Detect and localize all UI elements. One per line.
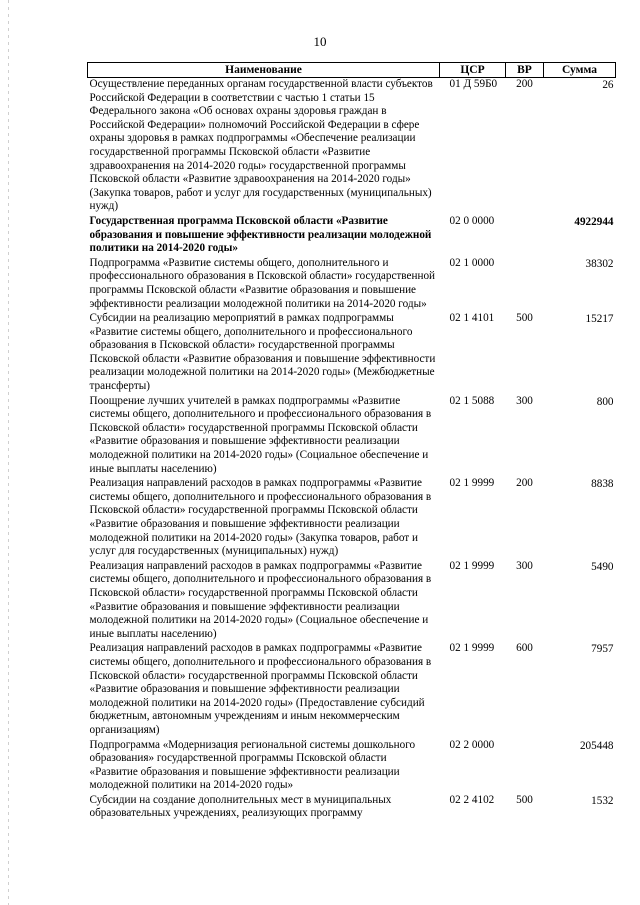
row-vr: 300: [516, 559, 533, 572]
row-csr: 02 2 0000: [449, 738, 495, 751]
table-row: [88, 560, 616, 643]
row-vr: 300: [516, 394, 533, 407]
row-name: Государственная программа Псковской области «Развитие образования и повышение эффективности реализации молодежной политики на 2014-2020 годы»: [89, 214, 432, 255]
row-name: Реализация направлений расходов в рамках подпрограммы «Развитие системы общего, дополнительного и профессионального образования в Псковской области» государственной программы Псковской области «Развитие образования и повышение эффективности реализации молодежной политики на 2014-2020 годы» (Закупка товаров, работ и услуг для государственных (муниципальных) нужд): [89, 477, 432, 558]
table-row: [88, 739, 616, 794]
row-csr: 02 1 5088: [449, 394, 495, 407]
row-vr: [506, 257, 544, 312]
row-name: Реализация направлений расходов в рамках подпрограммы «Развитие системы общего, дополнительного и профессионального образования в Псковской области» государственной программы Псковской области «Развитие образования и повышение эффективности реализации молодежной политики на 2014-2020 годы» (Предоставление субсидий бюджетным, автономным учреждениям и иным некоммерческим организациям): [89, 642, 432, 736]
row-name: Реализация направлений расходов в рамках подпрограммы «Развитие системы общего, дополнительного и профессионального образования в Псковской области» государственной программы Псковской области «Развитие образования и повышение эффективности реализации молодежной политики на 2014-2020 годы» (Социальное обеспечение и иные выплаты населению): [89, 559, 432, 640]
row-vr: 500: [516, 312, 533, 325]
row-csr: 02 1 4101: [449, 312, 495, 325]
row-sum: 205448: [579, 739, 614, 752]
row-vr: 200: [516, 78, 533, 90]
table-row: [88, 312, 616, 395]
row-name: Субсидии на реализацию мероприятий в рамках подпрограммы «Развитие системы общего, дополнительного и профессионального образования в Псковской области» государственной программы Псковской области «Развитие образования и повышение эффективности реализации молодежной политики на 2014-2020 годы» (Межбюджетные трансферты): [89, 312, 436, 393]
row-csr: 02 2 4102: [449, 793, 495, 806]
page-number: 10: [313, 34, 327, 49]
row-sum: 38302: [585, 257, 614, 270]
row-csr: 02 1 9999: [449, 477, 495, 490]
row-vr: 200: [516, 477, 533, 490]
row-vr: 600: [516, 642, 533, 655]
row-sum: 15217: [585, 313, 614, 326]
row-sum: 5490: [591, 560, 614, 573]
table-header-row: [88, 63, 616, 78]
row-sum: 1532: [591, 794, 614, 807]
row-sum: 800: [596, 395, 614, 408]
row-csr: 02 1 9999: [449, 559, 495, 572]
row-name: Подпрограмма «Развитие системы общего, дополнительного и профессионального образования в Псковской области» государственной программы Псковской области «Развитие образования и повышение эффективности реализации молодежной политики на 2014-2020 годы»: [89, 256, 436, 310]
row-sum: 8838: [591, 478, 614, 491]
header-vr: ВР: [506, 63, 544, 78]
row-sum: 4922944: [574, 215, 614, 228]
row-csr: 02 0 0000: [449, 214, 495, 227]
table-row: [88, 395, 616, 478]
header-name: Наименование: [88, 63, 440, 78]
row-csr: 02 1 9999: [449, 642, 495, 655]
table-row: [88, 215, 616, 257]
table-body: [88, 78, 616, 823]
row-name: Подпрограмма «Модернизация региональной системы дошкольного образования» государственной программы Псковской области «Развитие образования и повышение эффективности реализации молодежной политики на 2014-2020 годы»: [89, 738, 416, 792]
row-vr: 500: [516, 793, 533, 806]
row-vr: [506, 215, 544, 257]
row-sum: 26: [602, 79, 614, 91]
table-row: [88, 257, 616, 312]
row-name: Поощрение лучших учителей в рамках подпрограммы «Развитие системы общего, дополнительного и профессионального образования в Псковской области» государственной программы Псковской области «Развитие образования и повышение эффективности реализации молодежной политики на 2014-2020 годы» (Социальное обеспечение и иные выплаты населению): [89, 394, 432, 475]
row-name: Субсидии на создание дополнительных мест в муниципальных образовательных учреждениях, реализующих программу: [89, 793, 392, 820]
row-vr: [506, 739, 544, 794]
header-csr: ЦСР: [440, 63, 506, 78]
header-sum: Сумма: [544, 63, 616, 78]
row-csr: 02 1 0000: [449, 256, 495, 269]
table-row: [88, 78, 616, 215]
row-sum: 7957: [591, 643, 614, 656]
table-row: [88, 477, 616, 560]
row-name: Осуществление переданных органам государственной власти субъектов Российской Федерации в соответствии с частью 1 статьи 15 Федерального закона «Об основах охраны здоровья граждан в Российской Федерации» полномочий Российской Федерации в сфере охраны здоровья в рамках подпрограммы «Обеспечение реализации государственной программы Псковской области «Развитие здравоохранения на 2014-2020 годы» государственной программы Псковской области «Развитие здравоохранения на 2014-2020 годы» (Закупка товаров, работ и услуг для государственных (муниципальных) нужд): [89, 78, 433, 213]
scan-edge-mark: [8, 0, 9, 905]
row-csr: 01 Д 59Б0: [449, 78, 498, 90]
table-row: [88, 642, 616, 738]
budget-table: [87, 62, 616, 822]
table-row: [88, 794, 616, 822]
